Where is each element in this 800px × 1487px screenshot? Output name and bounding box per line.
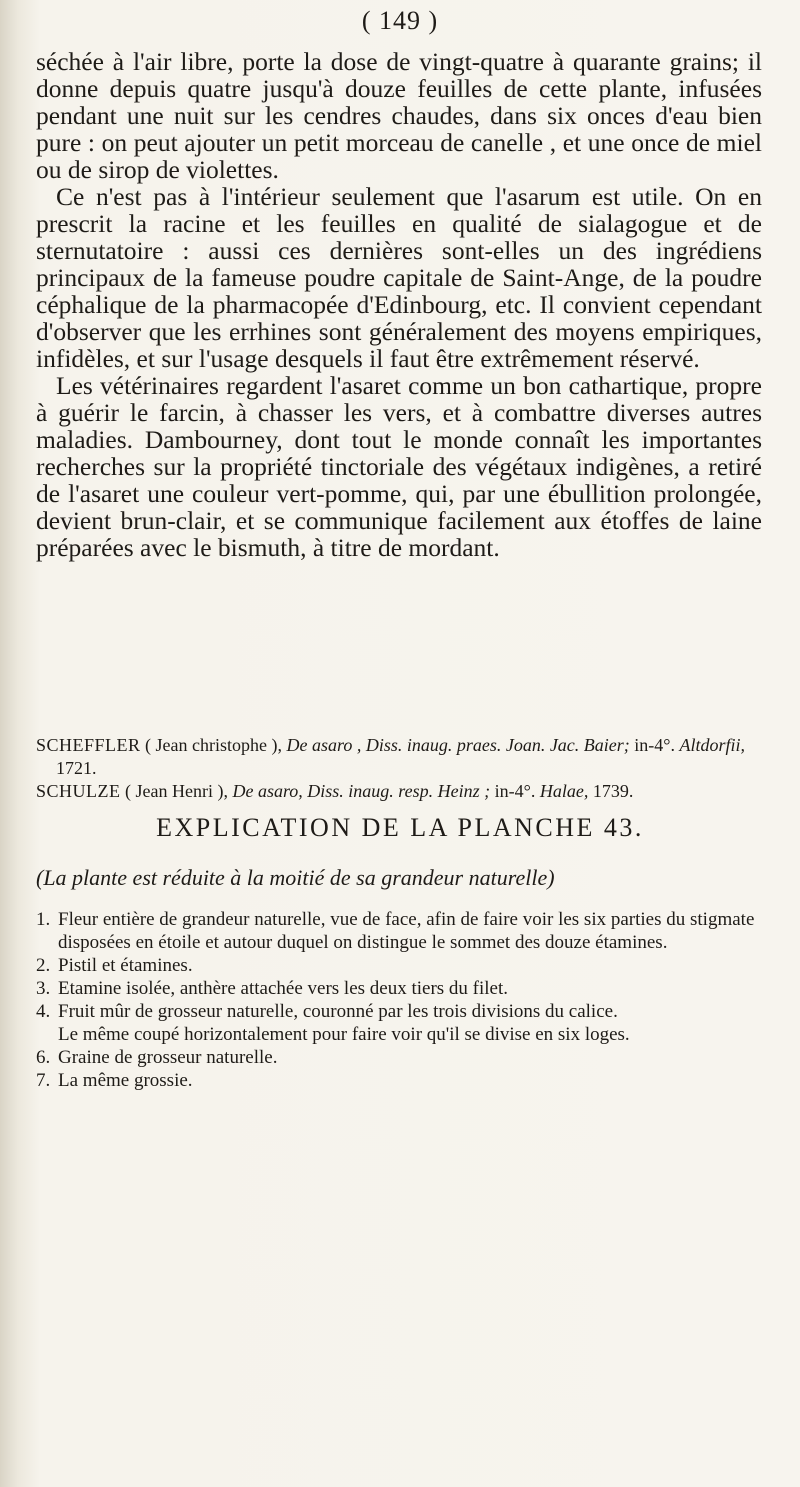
body-text — [36, 48, 762, 561]
reference-entry — [36, 734, 752, 780]
list-item — [36, 1069, 756, 1092]
list-item — [36, 954, 756, 977]
item-number: 4. — [36, 1001, 51, 1022]
item-text: Le même coupé horizontalement pour faire voir qu'il se divise en six loges. — [58, 1024, 630, 1045]
list-item — [36, 977, 756, 1000]
reference-name: ( Jean Henri ), — [125, 781, 228, 801]
reference-title: De asaro, Diss. inaug. resp. Heinz ; — [232, 781, 491, 801]
item-number — [36, 1023, 58, 1046]
item-text: Graine de grosseur naturelle. — [58, 1047, 278, 1068]
list-item — [36, 1023, 756, 1046]
reference-format: in-4°. — [634, 735, 675, 755]
reference-place: Altdorfii, — [679, 735, 745, 755]
paragraph: Les vétérinaires regardent l'asaret comme un bon cathartique, propre à guérir le farcin, à chasser les vers, et à combattre diverses autres maladies. Dambourney, dont tout le monde connaît les importantes recherches sur la propriété tinctoriale des végétaux indigènes, a retiré de l'asaret une couleur vert-pomme, qui, par une ébullition prolongée, devient brun-clair, et se communique facilement aux étoffes de laine préparées avec le bismuth, à titre de mordant. — [36, 371, 762, 562]
reference-title: De asaro , Diss. inaug. praes. Joan. Jac. Baier; — [286, 735, 630, 755]
list-item — [36, 908, 756, 954]
reference-name: ( Jean christophe ), — [145, 735, 282, 755]
reference-author: SCHULZE — [36, 781, 121, 801]
reference-year: 1721. — [56, 758, 97, 778]
item-number: 3. — [36, 978, 51, 999]
item-number: 2. — [36, 955, 51, 976]
item-text: Etamine isolée, anthère attachée vers les deux tiers du filet. — [58, 978, 509, 999]
item-text: Fruit mûr de grosseur naturelle, couronné par les trois divisions du calice. — [58, 1001, 618, 1022]
reference-entry — [36, 780, 752, 803]
reference-year: 1739. — [592, 781, 634, 801]
item-text: La même grossie. — [58, 1070, 193, 1091]
paragraph: Ce n'est pas à l'intérieur seulement que l'asarum est utile. On en prescrit la racine et les feuilles en qualité de sialagogue et de sternutatoire : aussi ces dernières sont-elles un des ingrédiens principaux de la fameuse poudre capitale de Saint-Ange, de la poudre céphalique de la pharmacopée d'Edinbourg, etc. Il convient cependant d'observer que les errhines sont généralement des moyens empiriques, infidèles, et sur l'usage desquels il faut être extrêmement réservé. — [36, 182, 762, 373]
item-number: 6. — [36, 1047, 51, 1068]
plate-explanation-subtitle: (La plante est réduite à la moitié de sa grandeur naturelle) — [36, 865, 555, 890]
bibliography — [36, 734, 752, 803]
list-item — [36, 1046, 756, 1069]
reference-place: Halae, — [539, 781, 589, 801]
item-number: 1. — [36, 909, 51, 930]
list-item — [36, 1000, 756, 1023]
item-text: Pistil et étamines. — [58, 955, 193, 976]
item-number: 7. — [36, 1070, 51, 1091]
paragraph: séchée à l'air libre, porte la dose de vingt-quatre à quarante grains; il donne depuis quatre jusqu'à douze feuilles de cette plante, infusées pendant une nuit sur les cendres chaudes, dans six onces d'eau bien pure : on peut ajouter un petit morceau de canelle , et une once de miel ou de sirop de violettes. — [36, 47, 762, 184]
reference-author: SCHEFFLER — [36, 735, 141, 755]
item-text: Fleur entière de grandeur naturelle, vue de face, afin de faire voir les six parties du stigmate disposées en étoile et autour duquel on distingue le sommet des douze étamines. — [58, 909, 755, 953]
reference-format: in-4°. — [494, 781, 536, 801]
page-number: ( 149 ) — [361, 6, 439, 35]
plate-explanation-list — [36, 908, 756, 1092]
plate-explanation-heading: EXPLICATION DE LA PLANCHE 43. — [156, 813, 644, 842]
